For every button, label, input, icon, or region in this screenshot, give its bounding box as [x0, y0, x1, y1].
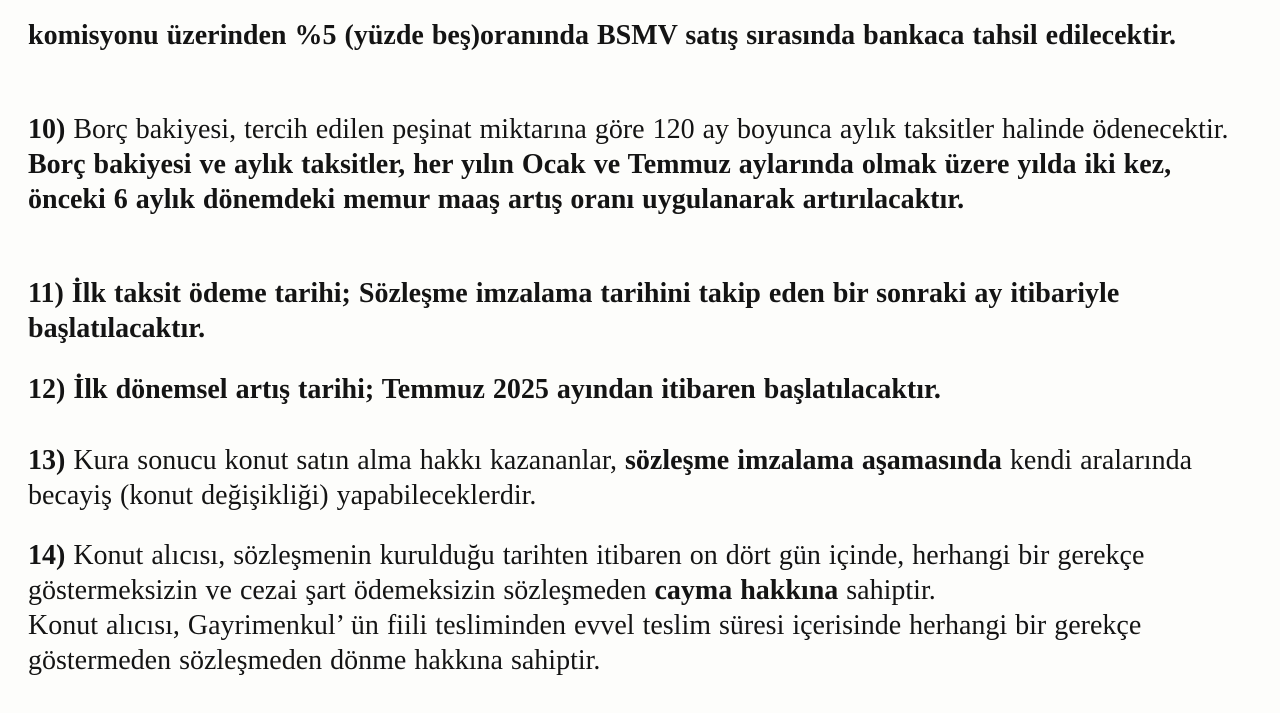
text-segment: komisyonu üzerinden %5 (yüzde beş)oranında BSMV satış sırasında bankaca tahsil edilecektir. [28, 20, 1177, 51]
text-segment: 14) [28, 540, 66, 571]
text-segment: sözleşme imzalama aşamasında [625, 445, 1002, 476]
text-segment: 13) [28, 445, 66, 476]
document-content [28, 18, 1246, 678]
text-segment: Kura sonucu konut satın alma hakkı kazananlar, [65, 445, 626, 476]
paragraph-clause-13 [28, 443, 1246, 513]
paragraph-clause-14 [28, 538, 1246, 678]
text-segment: 10) [28, 114, 66, 145]
text-segment: Konut alıcısı, Gayrimenkul’ ün fiili tesliminden evvel teslim süresi içerisinde herhangi bir gerekçe göstermeden sözleşmeden dönme hakkına sahiptir. [28, 610, 1142, 676]
text-segment: 12) İlk dönemsel artış tarihi; Temmuz 2025 ayından itibaren başlatılacaktır. [28, 374, 941, 405]
text-segment: sahiptir. [838, 575, 936, 606]
text-segment: 11) İlk taksit ödeme tarihi; Sözleşme imzalama tarihini takip eden bir sonraki ay itibariyle başlatılacaktır. [28, 278, 1120, 344]
text-segment: Borç bakiyesi ve aylık taksitler, her yılın Ocak ve Temmuz aylarında olmak üzere yılda iki kez, önceki 6 aylık dönemdeki memur maaş artış oranı uygulanarak artırılacaktır. [28, 149, 1172, 215]
text-segment: Borç bakiyesi, tercih edilen peşinat miktarına göre 120 ay boyunca aylık taksitler halinde ödenecektir. [65, 114, 1229, 145]
text-segment: Konut alıcısı, sözleşmenin kurulduğu tarihten itibaren on dört gün içinde, herhangi bir gerekçe göstermeksizin ve cezai şart ödemeksizin sözleşmeden [28, 540, 1145, 606]
text-segment: cayma hakkına [654, 575, 839, 606]
paragraph-intro-clause [28, 18, 1246, 53]
paragraph-clause-10 [28, 112, 1246, 217]
paragraph-clause-11 [28, 276, 1246, 346]
paragraph-clause-12 [28, 372, 1246, 407]
text-segment: kendi aralarında becayiş (konut değişikliği) yapabileceklerdir. [28, 445, 1193, 511]
